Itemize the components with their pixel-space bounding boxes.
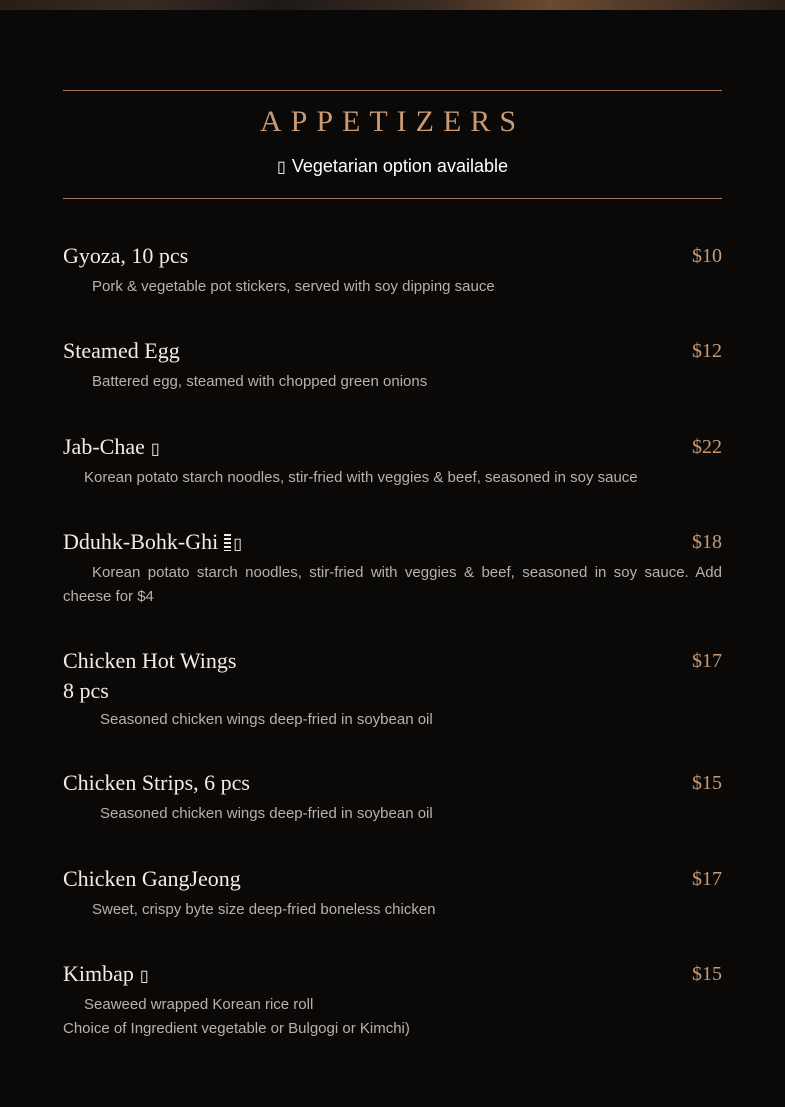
menu-item bbox=[63, 527, 722, 609]
item-price: $10 bbox=[692, 245, 722, 267]
leaf-icon: ▯ bbox=[150, 441, 160, 458]
vegetarian-note-text: Vegetarian option available bbox=[291, 156, 508, 176]
item-name: Jab-Chae bbox=[63, 434, 145, 459]
item-price: $17 bbox=[692, 650, 722, 672]
vegetarian-note bbox=[63, 153, 722, 179]
item-description: Sweet, crispy byte size deep-fried boneless chicken bbox=[92, 901, 436, 918]
section-title: APPETIZERS bbox=[259, 105, 526, 138]
item-name: Steamed Egg bbox=[63, 338, 180, 363]
item-description: Korean potato starch noodles, stir-fried with veggies & beef, seasoned in soy sauce. Add cheese for $4 bbox=[63, 564, 722, 605]
item-description: Seasoned chicken wings deep-fried in soybean oil bbox=[100, 805, 433, 822]
item-name-wrap bbox=[63, 432, 160, 465]
item-price: $17 bbox=[692, 868, 722, 890]
item-description: Battered egg, steamed with chopped green onions bbox=[92, 373, 428, 390]
item-price: $12 bbox=[692, 340, 722, 362]
menu-item bbox=[63, 646, 722, 732]
item-name: Chicken Hot Wings bbox=[63, 648, 237, 673]
item-price: $18 bbox=[692, 531, 722, 553]
item-price: $15 bbox=[692, 963, 722, 985]
item-price: $15 bbox=[692, 772, 722, 794]
item-price: $22 bbox=[692, 436, 722, 458]
item-description-line2: Choice of Ingredient vegetable or Bulgogi or Kimchi) bbox=[63, 1020, 410, 1037]
item-description: Seasoned chicken wings deep-fried in soybean oil bbox=[100, 711, 433, 728]
item-name: Chicken Strips, 6 pcs bbox=[63, 770, 250, 795]
leaf-icon: ▯ bbox=[233, 536, 243, 553]
item-description: Korean potato starch noodles, stir-fried with veggies & beef, seasoned in soy sauce bbox=[84, 469, 638, 486]
menu-item bbox=[63, 432, 722, 490]
item-name-line2: 8 pcs bbox=[63, 678, 109, 703]
cheese-icon bbox=[224, 534, 231, 551]
item-name: Kimbap bbox=[63, 961, 134, 986]
bottom-divider bbox=[63, 198, 722, 199]
menu-item bbox=[63, 959, 722, 1041]
item-name-wrap bbox=[63, 959, 149, 992]
leaf-icon: ▯ bbox=[139, 968, 149, 985]
hero-image-strip bbox=[0, 0, 785, 10]
item-name: Chicken GangJeong bbox=[63, 866, 241, 891]
top-divider bbox=[63, 90, 722, 91]
item-name: Dduhk-Bohk-Ghi bbox=[63, 529, 219, 554]
menu-item bbox=[63, 241, 722, 299]
menu-item bbox=[63, 864, 722, 922]
section-header bbox=[63, 90, 722, 199]
leaf-icon: ▯ bbox=[277, 159, 286, 176]
menu-item bbox=[63, 768, 722, 826]
item-description: Pork & vegetable pot stickers, served with soy dipping sauce bbox=[92, 278, 495, 295]
item-description: Seaweed wrapped Korean rice roll bbox=[84, 996, 314, 1013]
item-name: Gyoza, 10 pcs bbox=[63, 243, 189, 268]
item-name-wrap bbox=[63, 527, 242, 560]
menu-item bbox=[63, 336, 722, 394]
